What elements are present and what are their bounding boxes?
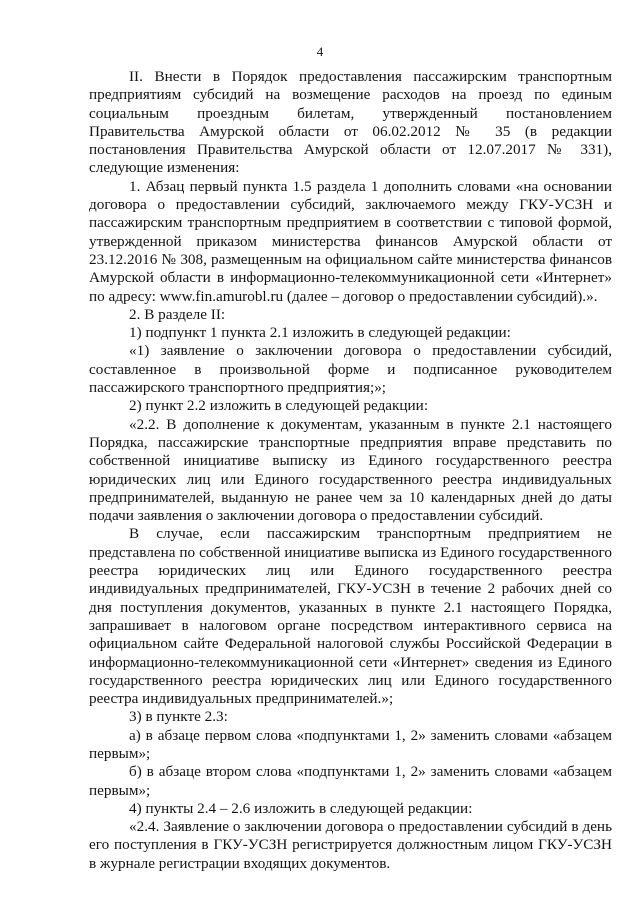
paragraph-subitem-3-a: а) в абзаце первом слова «подпунктами 1, 2» заменить словами «абзацем первым»; bbox=[89, 726, 612, 762]
page-number: 4 bbox=[316, 44, 324, 59]
paragraph-clause-2-2: «2.2. В дополнение к документам, указанным в пункте 2.1 настоящего Порядка, пассажирские транспортные предприятия вправе представить по собственной инициативе выписку из Единого государственного реестра юридических лиц или Единого государственного реестра индивидуальных предпринимателей, выданную не ранее чем за 10 календарных дней до даты подачи заявления о заключении договора о предоставлении субсидий. bbox=[89, 415, 612, 525]
paragraph-item-2-heading: 2. В разделе II: bbox=[129, 305, 226, 323]
paragraph-clause-2-4: «2.4. Заявление о заключении договора о предоставлении субсидий в день его поступления в ГКУ-УСЗН регистрируется должностным лицом ГКУ-УСЗН в журнале регистрации входящих документов. bbox=[89, 818, 612, 872]
paragraph-subitem-1: 1) подпункт 1 пункта 2.1 изложить в следующей редакции: bbox=[129, 324, 511, 342]
paragraph-item-1: 1. Абзац первый пункта 1.5 раздела 1 дополнить словами «на основании договора о предоставлении субсидий, заключаемого между ГКУ-УСЗН и пассажирским транспортным предприятием в соответствии с типовой формой, утвержденной приказом министерства финансов Амурской области от 23.12.2016 № 308, размещенным на официальном сайте министерства финансов Амурской области в информационно-телекоммуникационной сети «Интернет» по адресу: www.fin.amurobl.ru (далее – договор о предоставлении субсидий).». bbox=[89, 177, 612, 305]
paragraph-subitem-4: 4) пункты 2.4 – 2.6 изложить в следующей редакции: bbox=[129, 799, 473, 817]
paragraph-section-ii-intro: II. Внести в Порядок предоставления пассажирским транспортным предприятиям субсидий на возмещение расходов на проезд по единым социальным проездным билетам, утвержденный постановлением Правительства Амурской области от 06.02.2012 № 35 (в редакции постановления Правительства Амурской области от 12.07.2017 № 331), следующие изменения: bbox=[89, 68, 612, 177]
paragraph-subitem-2: 2) пункт 2.2 изложить в следующей редакции: bbox=[129, 397, 429, 415]
paragraph-clause-2-2-case: В случае, если пассажирским транспортным предприятием не представлена по собственной инициативе выписка из Единого государственного реестра юридических лиц или Единого государственного реестра индивидуальных предпринимателей, ГКУ-УСЗН в течение 2 рабочих дней со дня поступления документов, указанных в пункте 2.1 настоящего Порядка, запрашивает в налоговом органе посредством интерактивного сервиса на официальном сайте Федеральной налоговой службы Российской Федерации в информационно-телекоммуникационной сети «Интернет» сведения из Единого государственного реестра юридических лиц или Единого государственного реестра индивидуальных предпринимателей.»; bbox=[89, 525, 612, 708]
paragraph-subitem-3: 3) в пункте 2.3: bbox=[129, 708, 228, 726]
paragraph-subitem-1-text: «1) заявление о заключении договора о предоставлении субсидий, составленное в произвольной форме и подписанное руководителем пассажирского транспортного предприятия;»; bbox=[89, 342, 612, 397]
document-body bbox=[89, 68, 612, 873]
paragraph-subitem-3-b: б) в абзаце втором слова «подпунктами 1, 2» заменить словами «абзацем первым»; bbox=[89, 763, 612, 799]
